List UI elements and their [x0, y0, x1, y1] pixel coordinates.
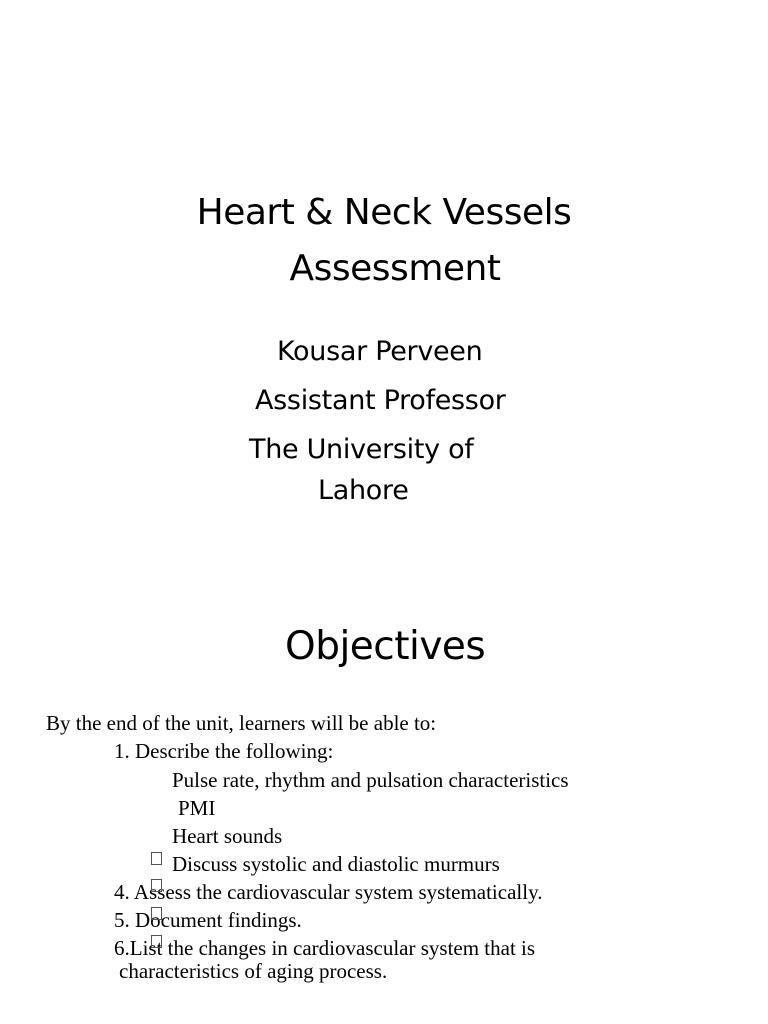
slide-title-line-2: Assessment [289, 248, 501, 289]
slide-title-line-1: Heart & Neck Vessels [196, 192, 572, 233]
missing-glyph-box-icon [151, 935, 162, 948]
objective-subitem-heart-sounds: Heart sounds [172, 824, 283, 848]
objective-item-murmurs: Discuss systolic and diastolic murmurs [172, 852, 500, 876]
objective-subitem-pulse: Pulse rate, rhythm and pulsation characteristics [172, 768, 569, 792]
institution-line-2: Lahore [318, 475, 409, 506]
author-name: Kousar Perveen [277, 336, 483, 367]
objective-item-1: 1. Describe the following: [114, 739, 334, 763]
objective-item-5: 5. Document findings. [114, 908, 302, 932]
missing-glyph-box-icon [151, 879, 162, 892]
objectives-title: Objectives [285, 624, 486, 669]
missing-glyph-box-icon [151, 852, 162, 865]
objectives-intro: By the end of the unit, learners will be able to: [46, 711, 437, 735]
institution-line-1: The University of [249, 434, 474, 465]
author-position: Assistant Professor [255, 385, 506, 416]
missing-glyph-box-icon [151, 907, 162, 920]
objective-subitem-pmi: PMI [178, 796, 216, 820]
objective-item-4: 4. Assess the cardiovascular system systematically. [114, 880, 543, 904]
objective-item-6-continued: characteristics of aging process. [119, 959, 388, 983]
objective-item-6: 6.List the changes in cardiovascular system that is [114, 936, 536, 960]
